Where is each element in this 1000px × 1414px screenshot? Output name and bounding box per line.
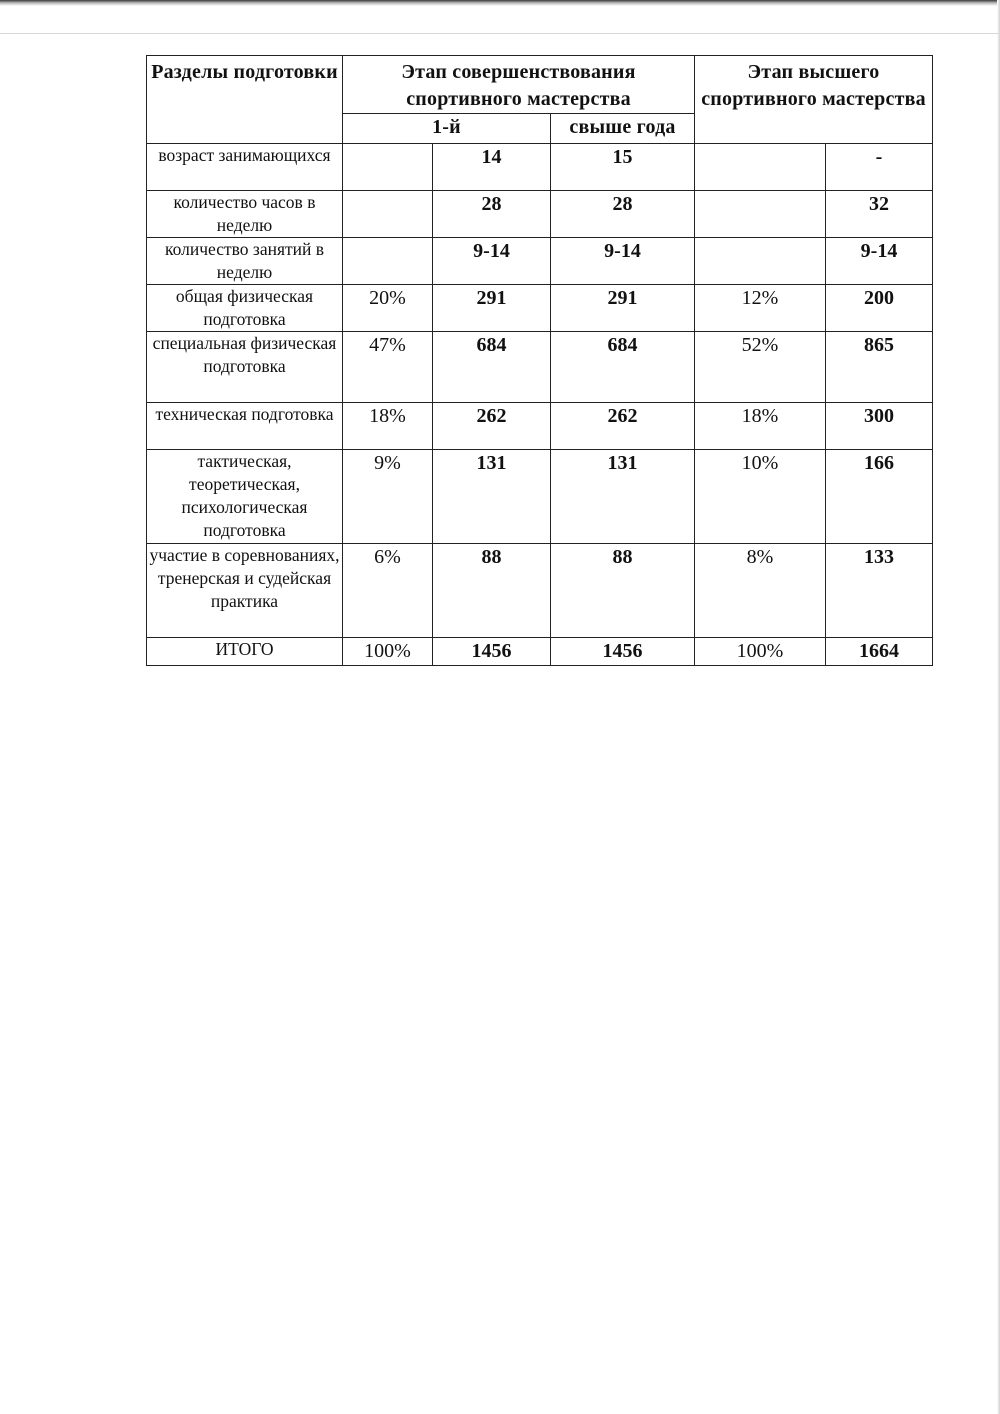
row-label: участие в соревнованиях, тренерская и судейская практика bbox=[147, 544, 343, 638]
stage1-year1-value: 684 bbox=[433, 332, 551, 403]
stage1-over-year-value: 15 bbox=[551, 144, 695, 191]
stage1-year1-value: 28 bbox=[433, 191, 551, 238]
stage2-value: 200 bbox=[826, 285, 933, 332]
row-label-total: ИТОГО bbox=[147, 638, 343, 666]
stage1-year1-value: 291 bbox=[433, 285, 551, 332]
table-row bbox=[147, 191, 933, 238]
table-row bbox=[147, 450, 933, 544]
header-stage1-over-year: свыше года bbox=[551, 114, 695, 144]
stage2-value: 32 bbox=[826, 191, 933, 238]
stage1-year1-value: 131 bbox=[433, 450, 551, 544]
stage2-value: 865 bbox=[826, 332, 933, 403]
row-label: количество занятий в неделю bbox=[147, 238, 343, 285]
stage2-value: 133 bbox=[826, 544, 933, 638]
training-plan-table bbox=[146, 55, 933, 666]
row-label: возраст занимающихся bbox=[147, 144, 343, 191]
stage2-percent: 10% bbox=[695, 450, 826, 544]
stage1-percent: 100% bbox=[343, 638, 433, 666]
table-row bbox=[147, 403, 933, 450]
stage1-year1-value: 14 bbox=[433, 144, 551, 191]
header-row-1 bbox=[147, 56, 933, 114]
stage1-over-year-value: 684 bbox=[551, 332, 695, 403]
scan-artifact-line bbox=[0, 33, 1000, 34]
stage2-percent bbox=[695, 144, 826, 191]
stage1-percent bbox=[343, 144, 433, 191]
stage1-year1-value: 1456 bbox=[433, 638, 551, 666]
stage1-over-year-value: 88 bbox=[551, 544, 695, 638]
header-stage2: Этап высшего спортивного мастерства bbox=[695, 56, 933, 144]
stage2-percent: 12% bbox=[695, 285, 826, 332]
stage2-value: 1664 bbox=[826, 638, 933, 666]
stage2-value: 9-14 bbox=[826, 238, 933, 285]
table-row bbox=[147, 238, 933, 285]
scan-edge bbox=[0, 0, 1000, 6]
table-row bbox=[147, 544, 933, 638]
stage1-percent bbox=[343, 191, 433, 238]
stage1-year1-value: 262 bbox=[433, 403, 551, 450]
table-row-total bbox=[147, 638, 933, 666]
table-row bbox=[147, 144, 933, 191]
stage2-percent bbox=[695, 191, 826, 238]
stage2-percent: 52% bbox=[695, 332, 826, 403]
stage2-percent: 100% bbox=[695, 638, 826, 666]
stage1-year1-value: 9-14 bbox=[433, 238, 551, 285]
stage2-percent: 8% bbox=[695, 544, 826, 638]
stage1-percent: 20% bbox=[343, 285, 433, 332]
row-label: тактическая, теоретическая, психологическая подготовка bbox=[147, 450, 343, 544]
stage2-value: 300 bbox=[826, 403, 933, 450]
stage1-over-year-value: 1456 bbox=[551, 638, 695, 666]
stage1-over-year-value: 9-14 bbox=[551, 238, 695, 285]
header-stage1: Этап совершенствования спортивного мастерства bbox=[343, 56, 695, 114]
row-label: техническая подготовка bbox=[147, 403, 343, 450]
stage2-value: - bbox=[826, 144, 933, 191]
stage1-percent: 18% bbox=[343, 403, 433, 450]
header-sections: Разделы подготовки bbox=[147, 56, 343, 144]
stage1-percent: 9% bbox=[343, 450, 433, 544]
stage1-over-year-value: 28 bbox=[551, 191, 695, 238]
stage1-over-year-value: 291 bbox=[551, 285, 695, 332]
stage1-over-year-value: 131 bbox=[551, 450, 695, 544]
table-row bbox=[147, 332, 933, 403]
row-label: специальная физическая подготовка bbox=[147, 332, 343, 403]
stage2-percent bbox=[695, 238, 826, 285]
header-stage1-year1: 1-й bbox=[343, 114, 551, 144]
row-label: общая физическая подготовка bbox=[147, 285, 343, 332]
stage1-percent: 47% bbox=[343, 332, 433, 403]
stage1-percent: 6% bbox=[343, 544, 433, 638]
table-row bbox=[147, 285, 933, 332]
stage1-over-year-value: 262 bbox=[551, 403, 695, 450]
stage2-percent: 18% bbox=[695, 403, 826, 450]
stage2-value: 166 bbox=[826, 450, 933, 544]
stage1-year1-value: 88 bbox=[433, 544, 551, 638]
stage1-percent bbox=[343, 238, 433, 285]
row-label: количество часов в неделю bbox=[147, 191, 343, 238]
